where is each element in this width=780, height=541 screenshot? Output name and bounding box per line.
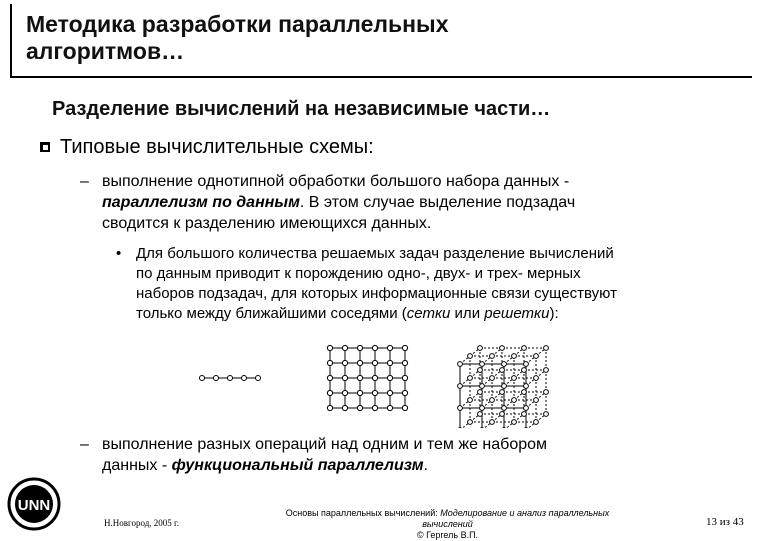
square-bullet-icon	[40, 142, 50, 152]
lattice-node	[522, 368, 527, 373]
item1-line2-rest: . В этом случае выделение подзадач	[300, 194, 575, 211]
lattice-node	[512, 376, 517, 381]
sub-line1: Для большого количества решаемых задач разделение вычислений	[136, 244, 696, 264]
sub-line4-end: ):	[549, 305, 558, 322]
sub-bullet-text	[136, 244, 696, 324]
grid-node	[372, 360, 377, 365]
three-dimensional-lattice	[458, 346, 549, 428]
item1-line3: сводится к разделению имеющихся данных.	[102, 213, 722, 234]
grid-node	[342, 360, 347, 365]
lattice-node	[478, 368, 483, 373]
sub-line2: по данным приводит к порождению одно-, двух- и трех- мерных	[136, 264, 696, 284]
lattice-node	[522, 390, 527, 395]
grid-node	[372, 345, 377, 350]
lattice-node	[544, 368, 549, 373]
lattice-node	[512, 420, 517, 425]
lattice-node	[524, 384, 529, 389]
grid-node	[342, 375, 347, 380]
data-parallelism-term: параллелизм по данным	[102, 194, 300, 211]
sub-line4	[136, 304, 696, 324]
grid-node	[327, 345, 332, 350]
lattice-node	[458, 384, 463, 389]
logo-text: UNN	[18, 497, 51, 514]
lattice-node	[544, 390, 549, 395]
footer-location-year: Н.Новгород, 2005 г.	[104, 518, 179, 528]
lattice-node	[478, 390, 483, 395]
lattice-node	[490, 398, 495, 403]
lattice-term: решетки	[484, 305, 549, 322]
lattice-node	[502, 384, 507, 389]
grid-node	[327, 405, 332, 410]
grid-node	[357, 405, 362, 410]
dash-marker-2: –	[80, 434, 89, 455]
title-line-1: Методика разработки параллельных	[26, 11, 448, 38]
lattice-node	[502, 362, 507, 367]
lattice-node	[468, 354, 473, 359]
lattice-node	[500, 346, 505, 351]
footer-course-plain: Основы параллельных вычислений:	[286, 508, 440, 518]
item-data-parallelism-text	[102, 171, 722, 234]
grid-node	[327, 360, 332, 365]
grid-node	[342, 405, 347, 410]
lattice-node	[544, 412, 549, 417]
lattice-node	[480, 406, 485, 411]
lattice-node	[522, 346, 527, 351]
lattice-node	[534, 420, 539, 425]
lattice-node	[502, 406, 507, 411]
lattice-node	[480, 384, 485, 389]
grid-node	[387, 375, 392, 380]
grid-node	[342, 345, 347, 350]
one-dimensional-grid	[200, 376, 261, 381]
slide-subtitle: Разделение вычислений на независимые части…	[52, 98, 550, 121]
item1-line1: выполнение однотипной обработки большого набора данных -	[102, 171, 722, 192]
item2-line2	[102, 455, 722, 476]
lattice-node	[544, 346, 549, 351]
grid-term: сетки	[407, 305, 451, 322]
title-line-2: алгоритмов…	[26, 38, 448, 65]
grid-node	[402, 345, 407, 350]
item2-line1: выполнение разных операций над одним и тем же набором	[102, 434, 722, 455]
lattice-node	[522, 412, 527, 417]
lattice-node	[512, 354, 517, 359]
lattice-node	[468, 420, 473, 425]
grid-node	[327, 390, 332, 395]
sub-line3: наборов подзадач, для которых информационные связи существуют	[136, 284, 696, 304]
footer-course-em: Моделирование и анализ параллельных	[440, 508, 609, 518]
main-bullet-text: Типовые вычислительные схемы:	[60, 136, 374, 159]
lattice-node	[468, 376, 473, 381]
footer-course-line2: вычислений	[255, 519, 640, 530]
lattice-node	[490, 354, 495, 359]
grid-node	[402, 360, 407, 365]
grid-node	[387, 360, 392, 365]
lattice-node	[512, 398, 517, 403]
lattice-node	[534, 398, 539, 403]
lattice-node	[478, 346, 483, 351]
title-bar	[10, 4, 752, 78]
slide-title	[26, 11, 448, 65]
two-dimensional-grid	[327, 345, 407, 410]
item1-line2	[102, 192, 722, 213]
footer-author: © Гергель В.П.	[255, 530, 640, 541]
sub-line4-mid: или	[450, 305, 484, 322]
lattice-node	[458, 406, 463, 411]
footer-course-line1	[255, 508, 640, 519]
item2-line2-a: данных -	[102, 457, 172, 474]
grid-node	[357, 390, 362, 395]
grid-node	[387, 345, 392, 350]
grid-node	[402, 405, 407, 410]
lattice-node	[534, 354, 539, 359]
round-bullet-icon: •	[116, 244, 121, 264]
grid-node	[357, 345, 362, 350]
grid-node	[327, 375, 332, 380]
grid-node	[402, 390, 407, 395]
lattice-node	[500, 412, 505, 417]
grid-node	[402, 375, 407, 380]
lattice-node	[490, 420, 495, 425]
unn-logo	[6, 472, 66, 532]
grid-node	[372, 375, 377, 380]
grid-node	[357, 375, 362, 380]
lattice-node	[524, 406, 529, 411]
grid-node	[372, 405, 377, 410]
lattice-node	[480, 362, 485, 367]
grid-node	[357, 360, 362, 365]
lattice-node	[500, 390, 505, 395]
lattice-node	[478, 412, 483, 417]
lattice-node	[458, 362, 463, 367]
grid-node	[387, 405, 392, 410]
grid-node	[387, 390, 392, 395]
lattice-node	[524, 362, 529, 367]
lattice-node	[500, 368, 505, 373]
item-functional-parallelism-text	[102, 434, 722, 476]
grid-node	[342, 390, 347, 395]
footer-course	[255, 508, 640, 541]
grid-node	[372, 390, 377, 395]
lattice-node	[468, 398, 473, 403]
dash-marker: –	[80, 171, 89, 192]
sub-line4-a: только между ближайшими соседями (	[136, 305, 407, 322]
item2-line2-end: .	[424, 457, 428, 474]
lattice-node	[534, 376, 539, 381]
lattice-node	[490, 376, 495, 381]
grid-figures	[190, 328, 620, 428]
page-number: 13 из 43	[706, 516, 744, 528]
functional-parallelism-term: функциональный параллелизм	[172, 457, 424, 474]
